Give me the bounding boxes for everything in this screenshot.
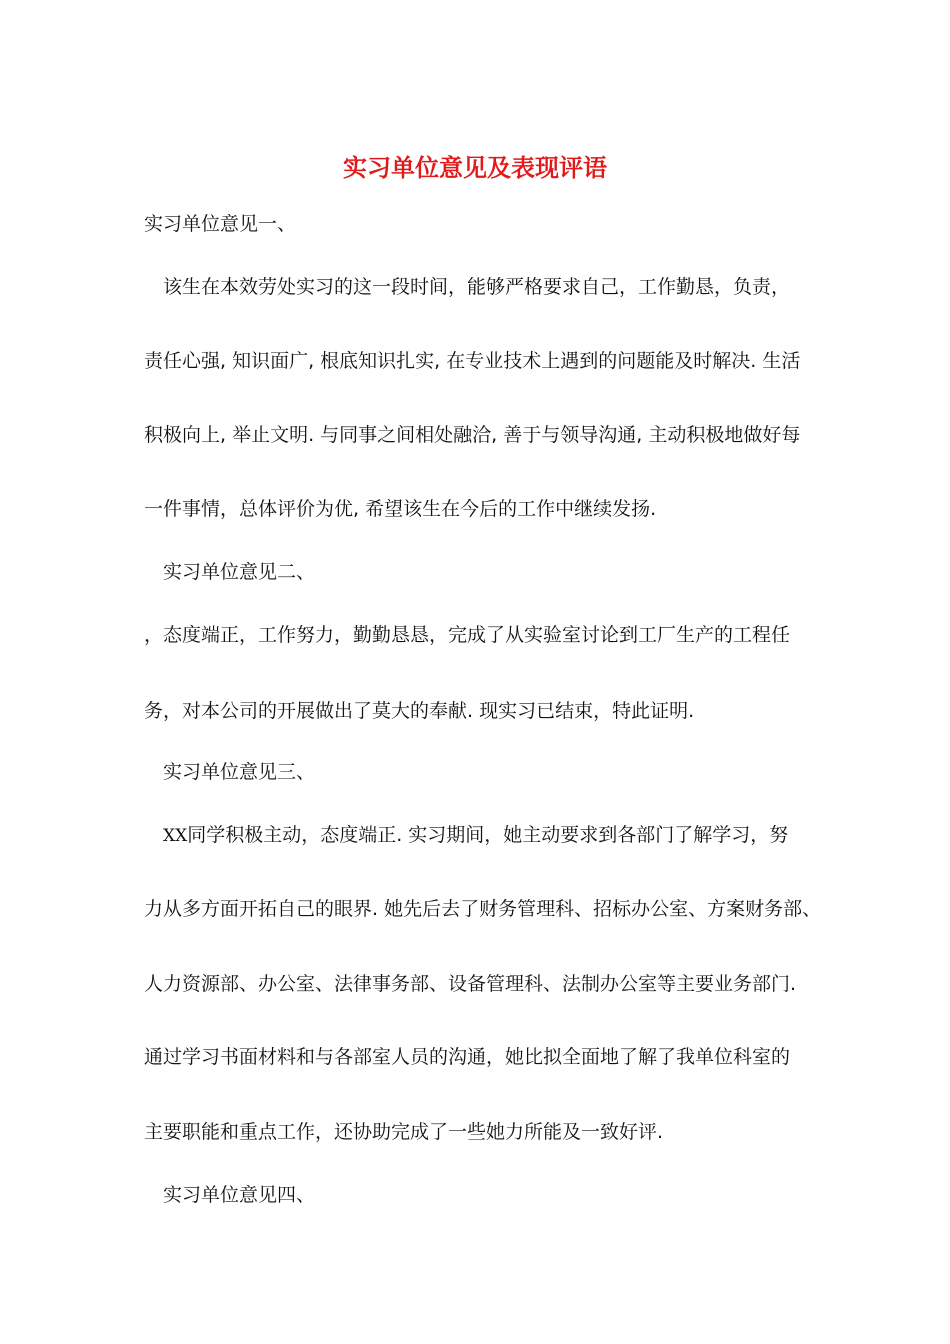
section-heading-4: 实习单位意见四、 xyxy=(163,1184,316,1206)
paragraph-line: 务，对本公司的开展做出了莫大的奉献. 现实习已结束，特此证明. xyxy=(144,700,695,722)
paragraph-line: 积极向上, 举止文明. 与同事之间相处融洽, 善于与领导沟通, 主动积极地做好每 xyxy=(144,424,801,446)
section-heading-1: 实习单位意见一、 xyxy=(144,213,297,235)
name-placeholder: XX xyxy=(163,826,188,846)
document-title: 实习单位意见及表现评语 xyxy=(343,153,607,182)
paragraph-text: 同学积极主动，态度端正. 实习期间，她主动要求到各部门了解学习，努 xyxy=(187,824,789,846)
section-heading-2: 实习单位意见二、 xyxy=(163,561,316,583)
paragraph-line: 主要职能和重点工作，还协助完成了一些她力所能及一致好评. xyxy=(144,1121,664,1143)
paragraph-line xyxy=(163,821,788,850)
paragraph-line: 力从多方面开拓自己的眼界. 她先后去了财务管理科、招标办公室、方案财务部、 xyxy=(144,898,822,920)
paragraph-line: 该生在本效劳处实习的这一段时间，能够严格要求自己，工作勤恳，负责， xyxy=(163,276,791,298)
section-heading-3: 实习单位意见三、 xyxy=(163,761,316,783)
paragraph-line: 人力资源部、办公室、法律事务部、设备管理科、法制办公室等主要业务部门. xyxy=(144,973,797,995)
paragraph-line: 一件事情，总体评价为优, 希望该生在今后的工作中继续发扬. xyxy=(144,498,657,520)
paragraph-line: ，态度端正，工作努力，勤勤恳恳，完成了从实验室讨论到工厂生产的工程任 xyxy=(144,624,791,646)
paragraph-line: 责任心强, 知识面广, 根底知识扎实, 在专业技术上遇到的问题能及时解决. 生活 xyxy=(144,350,801,372)
paragraph-line: 通过学习书面材料和与各部室人员的沟通，她比拟全面地了解了我单位科室的 xyxy=(144,1046,791,1068)
